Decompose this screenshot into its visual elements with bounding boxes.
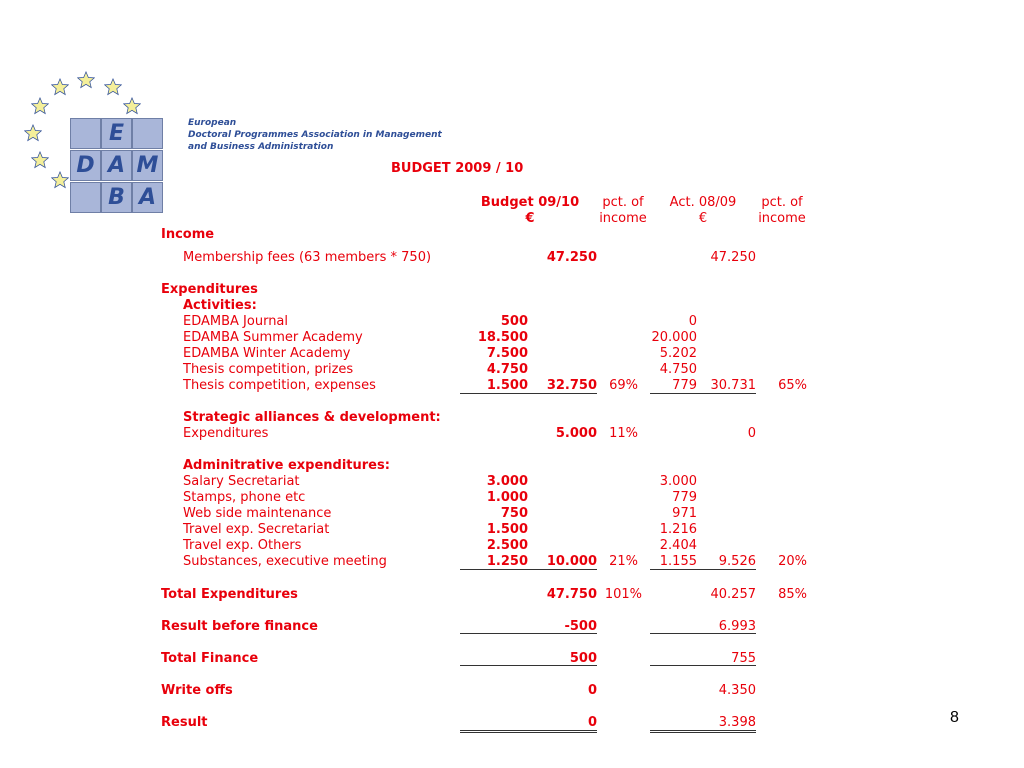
act-total: 40.257	[710, 587, 756, 602]
result-double-rule	[650, 730, 756, 733]
logo-letter: A	[101, 150, 132, 181]
star-icon	[31, 151, 49, 169]
page-title: BUDGET 2009 / 10	[391, 161, 524, 176]
budget-value: 750	[500, 506, 528, 521]
total-rule	[460, 665, 597, 666]
row-label: Travel exp. Secretariat	[183, 522, 330, 537]
org-name-line: European	[188, 118, 237, 128]
total-rule	[650, 665, 756, 666]
row-label: Expenditures	[183, 426, 269, 441]
header-budget: Budget 09/10	[480, 195, 580, 210]
budget-total: 10.000	[546, 554, 597, 569]
logo-letter: M	[132, 150, 163, 181]
row-label: Web side maintenance	[183, 506, 332, 521]
total-label: Result before finance	[161, 619, 318, 634]
strategic-heading: Strategic alliances & development:	[183, 410, 441, 425]
budget-value: 4.750	[486, 362, 528, 377]
pct-of-income: 85%	[778, 587, 807, 602]
budget-total: -500	[564, 619, 597, 634]
budget-value: 2.500	[486, 538, 528, 553]
act-value: 2.404	[659, 538, 697, 553]
header-act-unit: €	[698, 211, 708, 226]
act-total: 47.250	[710, 250, 756, 265]
logo-cell	[70, 118, 101, 149]
act-total: 3.398	[718, 715, 756, 730]
star-icon	[51, 78, 69, 96]
act-value: 1.155	[659, 554, 697, 569]
header-pct2-sub: income	[758, 211, 806, 226]
pct-of-income: 69%	[609, 378, 638, 393]
row-label: Salary Secretariat	[183, 474, 300, 489]
budget-value: 3.000	[486, 474, 528, 489]
page-number: 8	[950, 709, 959, 726]
header-budget-unit: €	[525, 211, 535, 226]
star-icon	[123, 97, 141, 115]
logo-cell	[132, 118, 163, 149]
budget-value: 1.000	[486, 490, 528, 505]
logo-letter: E	[101, 118, 132, 149]
header-pct1-sub: income	[599, 211, 647, 226]
act-value: 1.216	[659, 522, 697, 537]
total-label: Total Expenditures	[161, 587, 298, 602]
header-act: Act. 08/09	[669, 195, 737, 210]
budget-value: 7.500	[486, 346, 528, 361]
act-value: 4.750	[659, 362, 697, 377]
act-total: 30.731	[710, 378, 756, 393]
row-label: EDAMBA Summer Academy	[183, 330, 363, 345]
budget-total: 0	[587, 715, 597, 730]
total-label: Result	[161, 715, 208, 730]
logo-letter: A	[132, 182, 163, 213]
act-total: 9.526	[718, 554, 756, 569]
row-label: Substances, executive meeting	[183, 554, 387, 569]
act-total: 4.350	[718, 683, 756, 698]
header-pct1: pct. of	[602, 195, 644, 210]
pct-of-income: 20%	[778, 554, 807, 569]
budget-total: 47.250	[546, 250, 597, 265]
act-total: 0	[747, 426, 756, 441]
org-name-line: and Business Administration	[188, 142, 334, 152]
result-double-rule	[460, 730, 597, 733]
logo-cell	[70, 182, 101, 213]
act-value: 971	[672, 506, 697, 521]
act-total: 6.993	[718, 619, 756, 634]
admin-heading: Adminitrative expenditures:	[183, 458, 390, 473]
subtotal-rule	[460, 393, 597, 394]
subtotal-rule	[650, 393, 756, 394]
pct-of-income: 21%	[609, 554, 638, 569]
logo-letter: D	[70, 150, 101, 181]
subtotal-rule	[650, 569, 756, 570]
pct-of-income: 101%	[604, 587, 642, 602]
budget-value: 500	[500, 314, 528, 329]
budget-total: 0	[587, 683, 597, 698]
star-icon	[31, 97, 49, 115]
total-label: Write offs	[161, 683, 233, 698]
star-icon	[104, 78, 122, 96]
star-icon	[77, 71, 95, 89]
budget-total: 47.750	[546, 587, 597, 602]
act-value: 779	[672, 490, 697, 505]
budget-value: 1.500	[486, 522, 528, 537]
act-total: 755	[731, 651, 756, 666]
total-label: Total Finance	[161, 651, 259, 666]
star-icon	[51, 171, 69, 189]
act-value: 5.202	[659, 346, 697, 361]
logo-letter: B	[101, 182, 132, 213]
act-value: 3.000	[659, 474, 697, 489]
org-name-line: Doctoral Programmes Association in Management	[188, 130, 442, 140]
row-label: Thesis competition, prizes	[183, 362, 354, 377]
budget-value: 18.500	[477, 330, 528, 345]
budget-total: 5.000	[555, 426, 597, 441]
budget-total: 32.750	[546, 378, 597, 393]
row-label: Thesis competition, expenses	[183, 378, 376, 393]
row-label: Membership fees (63 members * 750)	[183, 250, 432, 265]
total-rule	[460, 633, 597, 634]
row-label: Stamps, phone etc	[183, 490, 306, 505]
activities-heading: Activities:	[183, 298, 257, 313]
subtotal-rule	[460, 569, 597, 570]
act-value: 779	[672, 378, 697, 393]
budget-value: 1.500	[486, 378, 528, 393]
pct-of-income: 65%	[778, 378, 807, 393]
income-heading: Income	[161, 227, 215, 242]
act-value: 20.000	[651, 330, 697, 345]
total-rule	[650, 633, 756, 634]
row-label: EDAMBA Winter Academy	[183, 346, 351, 361]
row-label: EDAMBA Journal	[183, 314, 289, 329]
header-pct2: pct. of	[761, 195, 803, 210]
act-value: 0	[688, 314, 697, 329]
row-label: Travel exp. Others	[183, 538, 302, 553]
star-icon	[24, 124, 42, 142]
budget-value: 1.250	[486, 554, 528, 569]
expenditures-heading: Expenditures	[161, 282, 258, 297]
budget-total: 500	[569, 651, 597, 666]
pct-of-income: 11%	[609, 426, 638, 441]
